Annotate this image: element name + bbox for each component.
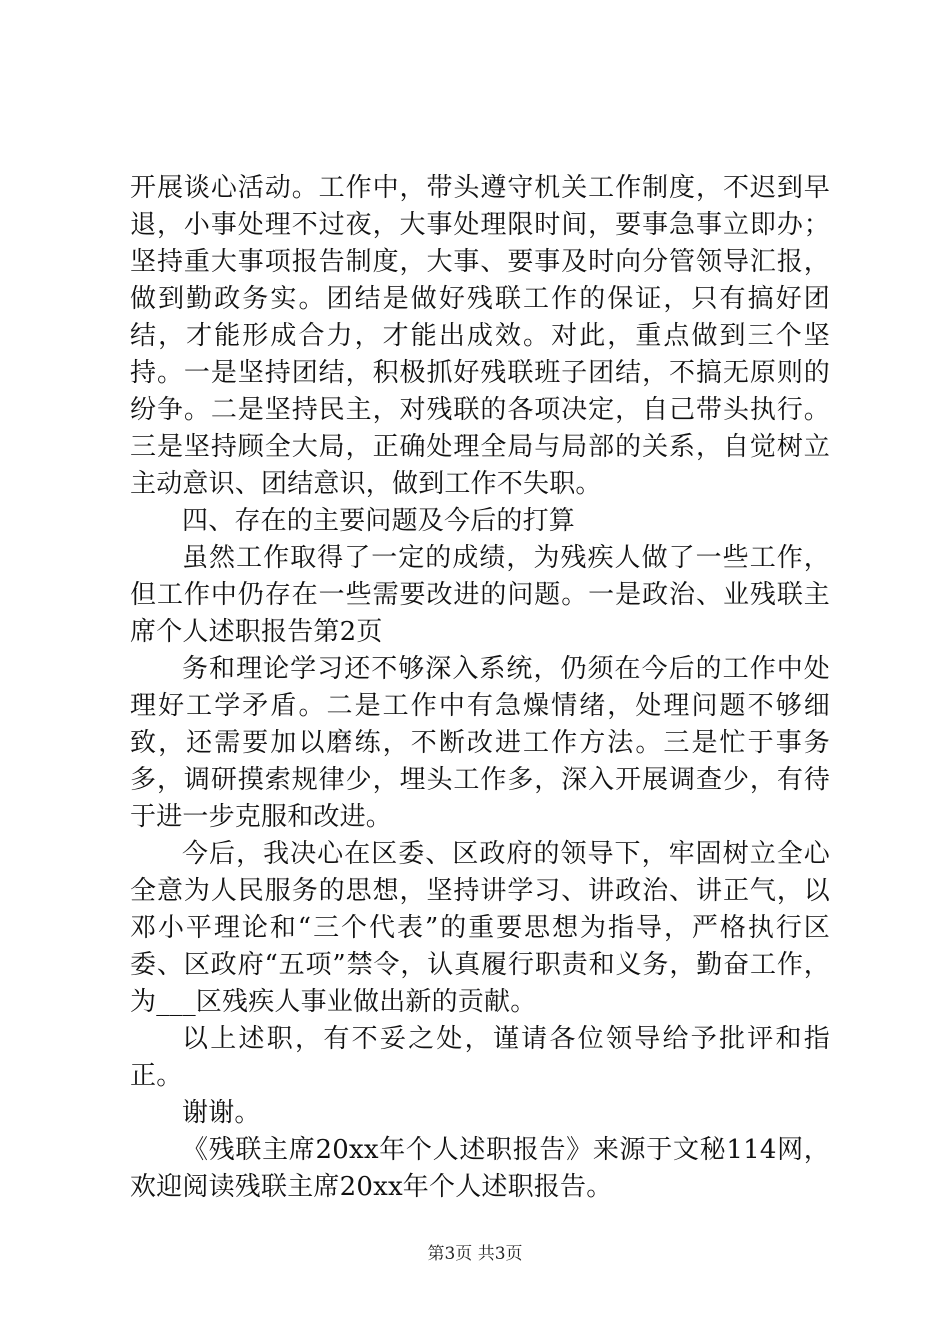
paragraph-5: 今后，我决心在区委、区政府的领导下，牢固树立全心全意为人民服务的思想，坚持讲学习、讲政治、讲正气，以邓小平理论和“三个代表”的重要思想为指导，严格执行区委、区政府“五项”禁令，认真履行职责和义务，勤奋工作，为___区残疾人事业做出新的贡献。 bbox=[130, 839, 830, 1017]
paragraph-8: 《残联主席20xx年个人述职报告》来源于文秘114网，欢迎阅读残联主席20xx年个人述职报告。 bbox=[130, 1135, 830, 1202]
paragraph-3: 虽然工作取得了一定的成绩，为残疾人做了一些工作，但工作中仍存在一些需要改进的问题。一是政治、业残联主席个人述职报告第2页 bbox=[130, 543, 830, 647]
paragraph-6: 以上述职，有不妥之处，谨请各位领导给予批评和指正。 bbox=[130, 1024, 830, 1091]
document-body bbox=[130, 170, 830, 1206]
paragraph-7: 谢谢。 bbox=[182, 1098, 261, 1128]
section-heading: 四、存在的主要问题及今后的打算 bbox=[182, 506, 576, 536]
paragraph-4: 务和理论学习还不够深入系统，仍须在今后的工作中处理好工学矛盾。二是工作中有急燥情绪，处理问题不够细致，还需要加以磨练，不断改进工作方法。三是忙于事务多，调研摸索规律少，埋头工作多，深入开展调查少，有待于进一步克服和改进。 bbox=[130, 654, 830, 832]
page-footer: 第3页 共3页 bbox=[427, 1244, 523, 1264]
paragraph-1: 开展谈心活动。工作中，带头遵守机关工作制度，不迟到早退，小事处理不过夜，大事处理限时间，要事急事立即办；坚持重大事项报告制度，大事、要事及时向分管领导汇报，做到勤政务实。团结是做好残联工作的保证，只有搞好团结，才能形成合力，才能出成效。对此，重点做到三个坚持。一是坚持团结，积极抓好残联班子团结，不搞无原则的纷争。二是坚持民主，对残联的各项决定，自己带头执行。三是坚持顾全大局，正确处理全局与局部的关系，自觉树立主动意识、团结意识，做到工作不失职。 bbox=[130, 173, 830, 499]
